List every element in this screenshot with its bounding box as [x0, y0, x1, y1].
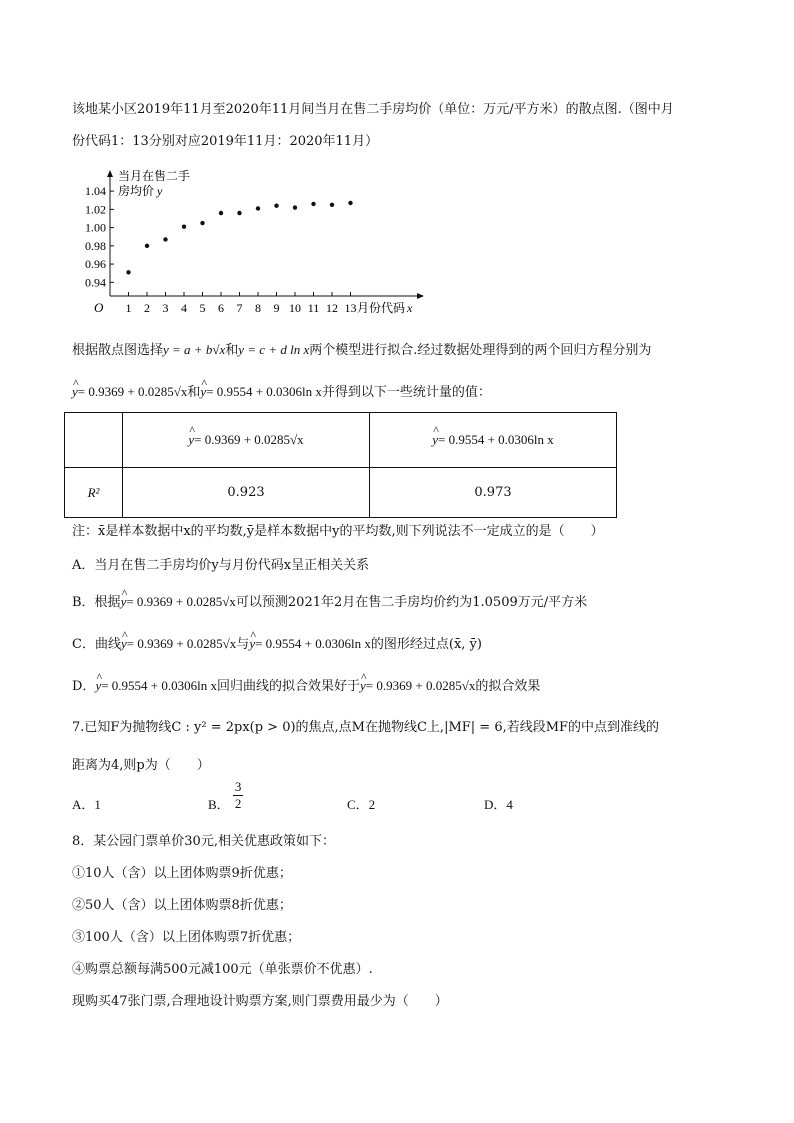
y-axis-label-line1: 当月在售二手: [118, 169, 191, 183]
y-tick-label: 1.00: [85, 220, 106, 235]
data-point: [200, 221, 204, 225]
table-header-row: [65, 413, 617, 468]
x-tick-label: 4: [181, 301, 187, 315]
table-row-label: R²: [65, 468, 123, 518]
data-point: [293, 205, 297, 209]
para1-model1: y = a + b√x: [163, 342, 226, 357]
option-b-suffix: 可以预测2021年2月在售二手房均价约为1.0509万元/平方米: [235, 595, 588, 610]
data-point: [163, 237, 167, 241]
x-tick-label: 11: [307, 301, 320, 315]
option-d: D．^ y= 0.9554 + 0.0306ln x回归曲线的拟合效果好于^ y= 0.9369 + 0.0285√x的拟合效果: [72, 676, 540, 697]
para2-and: 和: [187, 385, 201, 400]
data-point: [274, 204, 278, 208]
y-axis-label: [118, 168, 190, 198]
q7-line-1: 7.已知F为抛物线C : y² = 2px(p > 0)的焦点,点M在抛物线C上,|MF| = 6,若线段MF的中点到准线的: [72, 720, 660, 735]
x-tick-label: 5: [199, 301, 206, 315]
y-tick-label: 1.02: [85, 202, 106, 217]
para2-eq1: = 0.9369 + 0.0285√x: [77, 384, 188, 399]
question-note: 注：x̄是样本数据中x的平均数,ȳ是样本数据中y的平均数,则下列说法不一定成立的是（ ）: [72, 524, 604, 539]
x-tick-label: 3: [162, 301, 169, 315]
table-header-model1: ^ y= 0.9369 + 0.0285√x: [123, 413, 370, 468]
x-tick-label: 1: [125, 301, 132, 315]
x-axis-arrow: [417, 293, 424, 299]
option-c: C．曲线^ y= 0.9369 + 0.0285√x与^ y= 0.9554 + 0.0306ln x的图形经过点(x̄, ȳ): [72, 634, 482, 655]
option-c-prefix: C．曲线: [72, 637, 121, 652]
option-c-eq1: = 0.9369 + 0.0285√x: [126, 636, 237, 651]
q7-option-a: A．1: [72, 797, 101, 812]
data-point: [256, 206, 260, 210]
option-d-mid: 回归曲线的拟合效果好于: [217, 679, 361, 694]
statistics-table: [64, 412, 617, 518]
regression-equations-line: [72, 382, 491, 403]
x-tick-label: 13: [344, 301, 357, 315]
data-point: [311, 202, 315, 206]
axes: [107, 170, 424, 299]
x-axis-label-text: 月份代码: [357, 301, 406, 315]
q7-option-b-label: B．: [208, 797, 230, 812]
para1-and: 和: [225, 343, 239, 358]
option-c-eq2: = 0.9554 + 0.0306ln x: [255, 636, 371, 651]
x-axis-var: x: [407, 301, 413, 315]
table-header1-text: = 0.9369 + 0.0285√x: [194, 432, 304, 447]
table-row: [65, 468, 617, 518]
data-point: [348, 201, 352, 205]
x-tick-label: 8: [255, 301, 261, 315]
option-d-eq1: = 0.9554 + 0.0306ln x: [101, 678, 217, 693]
para1-suffix: 两个模型进行拟合.经过数据处理得到的两个回归方程分别为: [309, 343, 652, 358]
y-axis-label-line2-text: 房均价: [118, 184, 155, 198]
intro-line-2: 份代码1：13分别对应2019年11月：2020年11月）: [72, 134, 379, 149]
x-tick-label: 12: [326, 301, 338, 315]
origin-label: O: [94, 300, 104, 315]
option-c-mid: 与: [236, 637, 250, 652]
data-point: [237, 211, 241, 215]
data-point: [330, 203, 334, 207]
data-point: [182, 224, 186, 228]
fraction-denominator: 2: [234, 795, 242, 811]
x-ticks: [126, 292, 357, 315]
y-tick-label: 0.98: [85, 238, 106, 253]
x-tick-label: 2: [144, 301, 150, 315]
option-b-prefix: B．根据: [72, 595, 121, 610]
table-r2-model1: 0.923: [123, 468, 370, 518]
option-b-eq: = 0.9369 + 0.0285√x: [126, 594, 236, 609]
option-b: B．根据^ y= 0.9369 + 0.0285√x可以预测2021年2月在售二手房均价约为1.0509万元/平方米: [72, 592, 587, 613]
y-axis-var: y: [157, 184, 163, 198]
x-tick-label: 6: [218, 301, 224, 315]
para1-model2: y = c + d ln x: [238, 342, 310, 357]
data-points: [126, 201, 352, 275]
fraction-numerator: 3: [234, 778, 242, 794]
data-point: [219, 211, 223, 215]
option-c-suffix: 的图形经过点(x̄, ȳ): [370, 637, 482, 652]
x-tick-label: 10: [289, 301, 301, 315]
q8-item-4: ④购票总额每满500元减100元（单张票价不优惠）.: [72, 962, 373, 977]
table-corner-cell: [65, 413, 123, 468]
x-tick-label: 9: [273, 301, 280, 315]
x-tick-label: 7: [236, 301, 243, 315]
y-tick-label: 0.94: [85, 275, 106, 290]
y-hat-symbol: ^ y: [200, 382, 206, 402]
intro-line-1: 该地某小区2019年11月至2020年11月间当月在售二手房均价（单位：万元/平方米）的散点图.（图中月: [72, 102, 674, 117]
para2-suffix: 并得到以下一些统计量的值：: [321, 385, 491, 400]
q8-item-2: ②50人（含）以上团体购票8折优惠；: [72, 898, 292, 913]
data-point: [145, 244, 149, 248]
option-d-suffix: 的拟合效果: [475, 679, 541, 694]
q7-line-2: 距离为4,则p为（ ）: [72, 758, 210, 773]
table-r2-model2: 0.973: [370, 468, 617, 518]
y-axis-arrow: [107, 170, 113, 177]
option-a: A．当月在售二手房均价y与月份代码x呈正相关关系: [72, 558, 370, 573]
q7-option-d: D．4: [484, 797, 513, 812]
q8-last-line: 现购买47张门票,合理地设计购票方案,则门票费用最少为（ ）: [72, 994, 448, 1009]
q7-option-c: C．2: [347, 797, 376, 812]
fraction: [233, 779, 244, 812]
model-selection-line: [72, 340, 651, 361]
option-d-prefix: D．: [72, 679, 96, 694]
q8-item-1: ①10人（含）以上团体购票9折优惠；: [72, 866, 292, 881]
q8-line-1: 8．某公园门票单价30元,相关优惠政策如下：: [72, 834, 335, 849]
scatter-chart: [80, 164, 440, 324]
y-hat-symbol: ^ y: [72, 382, 78, 402]
q8-item-3: ③100人（含）以上团体购票7折优惠；: [72, 930, 301, 945]
y-tick-label: 1.04: [85, 184, 106, 199]
table-header2-text: = 0.9554 + 0.0306ln x: [438, 432, 554, 447]
data-point: [126, 270, 130, 274]
para1-prefix: 根据散点图选择: [72, 343, 164, 358]
q7-option-b: [208, 778, 243, 813]
table-header-model2: ^ y= 0.9554 + 0.0306ln x: [370, 413, 617, 468]
option-d-eq2: = 0.9369 + 0.0285√x: [365, 678, 476, 693]
y-tick-label: 0.96: [85, 257, 106, 272]
para2-eq2: = 0.9554 + 0.0306ln x: [206, 384, 322, 399]
y-axis-label-line2: [118, 183, 163, 198]
x-axis-label: [357, 301, 413, 315]
